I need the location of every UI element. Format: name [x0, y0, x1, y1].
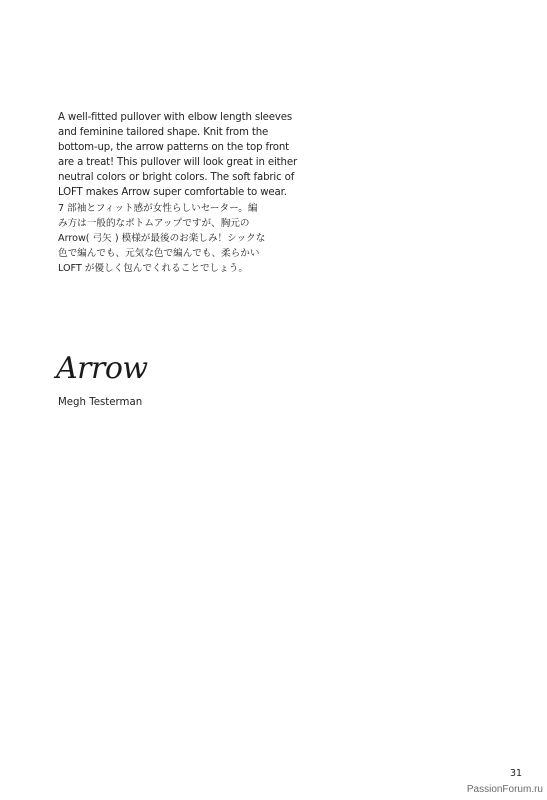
description-line-japanese: LOFT が優しく包んでくれることでしょう。 — [58, 262, 248, 274]
description-line: bottom-up, the arrow patterns on the top front — [58, 142, 290, 154]
description-line: LOFT makes Arrow super comfortable to wear. — [58, 187, 287, 199]
description-line-japanese: Arrow( 弓矢 ) 模様が最後のお楽しみ！シックな — [58, 232, 266, 244]
pattern-title: Arrow — [56, 351, 148, 386]
description-line-japanese: 色で編んでも、元気な色で編んでも、柔らかい — [58, 247, 260, 259]
description-line: and feminine tailored shape. Knit from the — [58, 127, 269, 139]
description-line-japanese: 7 部袖とフィット感が女性らしいセーター。編 — [58, 202, 258, 214]
designer-name: Megh Testerman — [58, 397, 143, 408]
watermark: PassionForum.ru — [466, 784, 543, 795]
description-line: are a treat! This pullover will look great in either — [58, 157, 297, 169]
page-number: 31 — [510, 768, 523, 779]
description-line: A well-fitted pullover with elbow length sleeves — [58, 112, 293, 123]
description-line: neutral colors or bright colors. The soft fabric of — [58, 172, 295, 184]
description-line-japanese: み方は一般的なボトムアップですが、胸元の — [58, 217, 250, 229]
pattern-description — [58, 110, 297, 276]
